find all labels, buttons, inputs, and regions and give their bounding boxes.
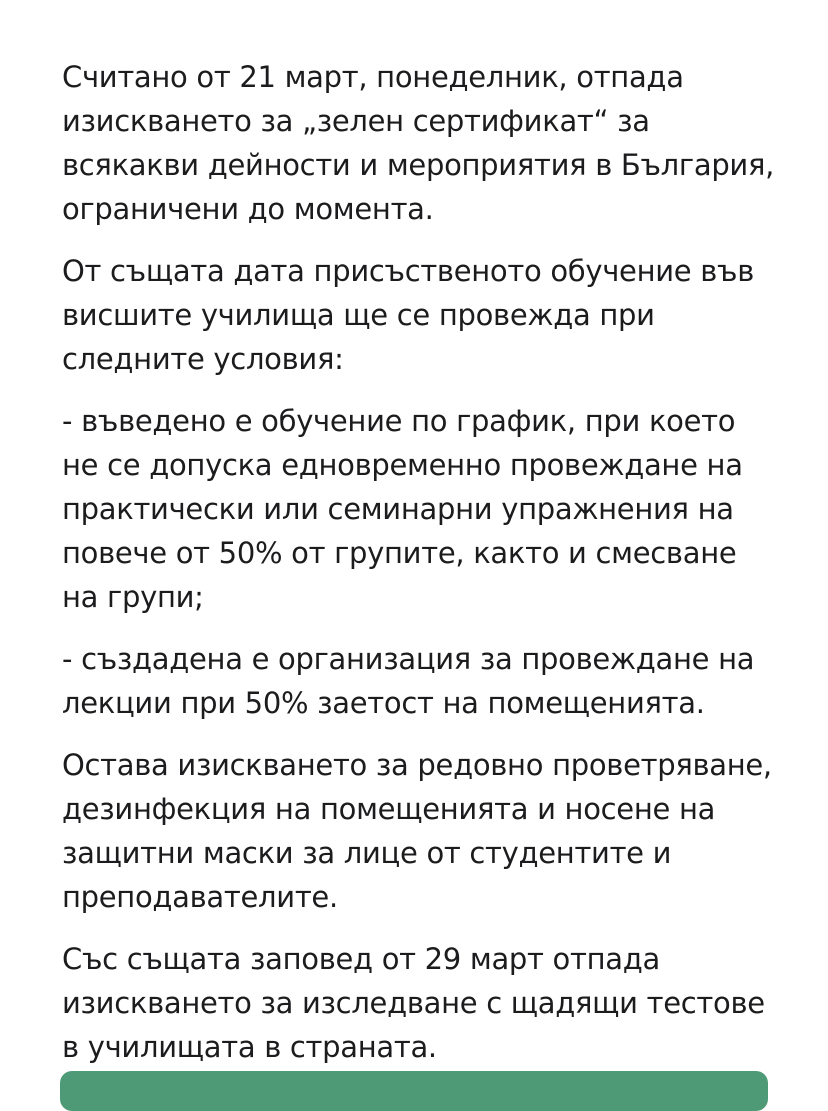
- bottom-action-button[interactable]: [60, 1071, 768, 1111]
- article-paragraph: От същата дата присъственото обучение във висшите училища ще се провежда при следните условия:: [62, 254, 755, 376]
- article-paragraph: - създадена е организация за провеждане на лекции при 50% заетост на помещенията.: [62, 642, 755, 720]
- article-paragraph: Считано от 21 март, понеделник, отпада изискването за „зелен сертификат“ за всякакви дейности и мероприятия в България, ограничени до момента.: [62, 60, 775, 226]
- article-body: [62, 55, 778, 1087]
- article-paragraph: - въведено е обучение по график, при което не се допуска едновременно провеждане на практически или семинарни упражнения на повече от 50% от групите, както и смесване на групи;: [62, 404, 743, 614]
- article-paragraph: Остава изискването за редовно проветряване, дезинфекция на помещенията и носене на защитни маски за лице от студентите и преподавателите.: [62, 748, 772, 914]
- article-paragraph: Със същата заповед от 29 март отпада изискването за изследване с щадящи тестове в училищата в страната.: [62, 942, 765, 1064]
